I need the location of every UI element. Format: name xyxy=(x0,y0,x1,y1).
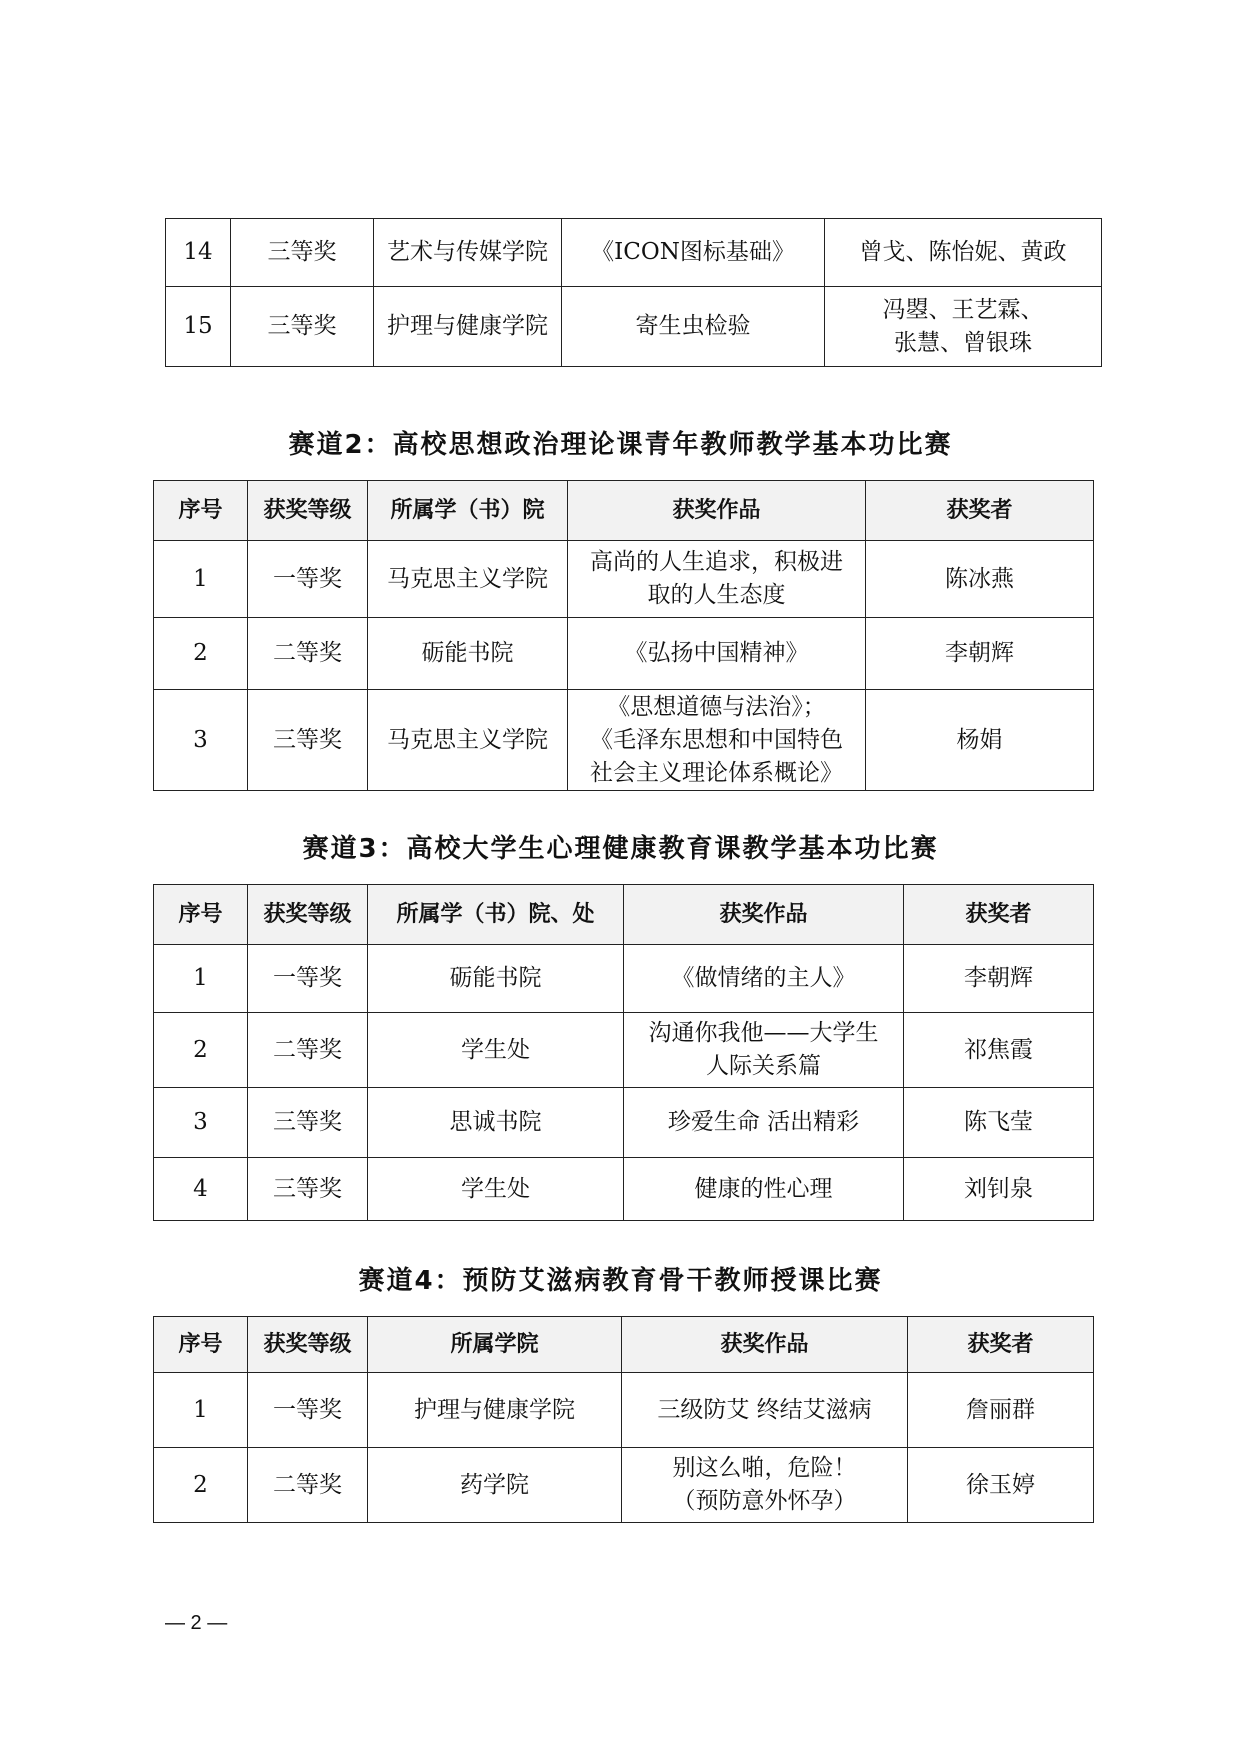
cell-college: 艺术与传媒学院 xyxy=(374,219,562,287)
cell-college: 学生处 xyxy=(368,1013,624,1088)
cell-winner: 陈冰燕 xyxy=(866,541,1094,618)
cell-award: 一等奖 xyxy=(248,1373,368,1448)
cell-college: 药学院 xyxy=(368,1448,622,1523)
cell-college: 马克思主义学院 xyxy=(368,690,568,791)
table-header-row xyxy=(154,885,1094,945)
header-work: 获奖作品 xyxy=(624,885,904,945)
cell-no: 1 xyxy=(154,1373,248,1448)
cell-award: 三等奖 xyxy=(248,1158,368,1221)
table-track3 xyxy=(153,884,1094,1221)
cell-winner: 祁焦霞 xyxy=(904,1013,1094,1088)
header-work: 获奖作品 xyxy=(568,481,866,541)
cell-winner: 李朝辉 xyxy=(866,618,1094,690)
header-winner: 获奖者 xyxy=(866,481,1094,541)
cell-college: 护理与健康学院 xyxy=(374,287,562,367)
header-no: 序号 xyxy=(154,1317,248,1373)
table-header-row xyxy=(154,1317,1094,1373)
table-row xyxy=(154,1158,1094,1221)
cell-work: 寄生虫检验 xyxy=(562,287,825,367)
cell-work: 三级防艾 终结艾滋病 xyxy=(622,1373,908,1448)
cell-winner: 杨娟 xyxy=(866,690,1094,791)
header-winner: 获奖者 xyxy=(904,885,1094,945)
cell-winner: 刘钊泉 xyxy=(904,1158,1094,1221)
cell-award: 一等奖 xyxy=(248,541,368,618)
cell-work: 珍爱生命 活出精彩 xyxy=(624,1088,904,1158)
cell-no: 2 xyxy=(154,1448,248,1523)
header-work: 获奖作品 xyxy=(622,1317,908,1373)
cell-no: 14 xyxy=(166,219,231,287)
table-track4 xyxy=(153,1316,1094,1523)
cell-winner: 陈飞莹 xyxy=(904,1088,1094,1158)
cell-college: 学生处 xyxy=(368,1158,624,1221)
cell-no: 2 xyxy=(154,618,248,690)
cell-work: 《弘扬中国精神》 xyxy=(568,618,866,690)
header-award: 获奖等级 xyxy=(248,481,368,541)
track3-title: 赛道3：高校大学生心理健康教育课教学基本功比赛 xyxy=(302,834,939,864)
header-no: 序号 xyxy=(154,885,248,945)
cell-award: 三等奖 xyxy=(248,1088,368,1158)
track2-title: 赛道2：高校思想政治理论课青年教师教学基本功比赛 xyxy=(288,430,953,460)
header-college: 所属学（书）院 xyxy=(368,481,568,541)
table-row xyxy=(154,1013,1094,1088)
cell-award: 三等奖 xyxy=(231,219,374,287)
page-number: — 2 — xyxy=(165,1612,228,1634)
table-row xyxy=(154,945,1094,1013)
cell-award: 二等奖 xyxy=(248,1013,368,1088)
header-college: 所属学（书）院、处 xyxy=(368,885,624,945)
cell-winner: 冯曌、王艺霖、 张慧、曾银珠 xyxy=(825,287,1102,367)
header-no: 序号 xyxy=(154,481,248,541)
cell-winner: 詹丽群 xyxy=(908,1373,1094,1448)
cell-college: 砺能书院 xyxy=(368,945,624,1013)
header-award: 获奖等级 xyxy=(248,885,368,945)
cell-award: 三等奖 xyxy=(231,287,374,367)
cell-winner: 徐玉婷 xyxy=(908,1448,1094,1523)
cell-award: 三等奖 xyxy=(248,690,368,791)
table-row xyxy=(166,219,1102,287)
header-college: 所属学院 xyxy=(368,1317,622,1373)
cell-work: 《ICON图标基础》 xyxy=(562,219,825,287)
cell-college: 思诚书院 xyxy=(368,1088,624,1158)
cell-no: 2 xyxy=(154,1013,248,1088)
table-header-row xyxy=(154,481,1094,541)
table-row xyxy=(154,541,1094,618)
header-award: 获奖等级 xyxy=(248,1317,368,1373)
cell-no: 15 xyxy=(166,287,231,367)
cell-winner: 李朝辉 xyxy=(904,945,1094,1013)
table-row xyxy=(166,287,1102,367)
table-row xyxy=(154,1088,1094,1158)
cell-work: 高尚的人生追求，积极进 取的人生态度 xyxy=(568,541,866,618)
table-track1-continued xyxy=(165,218,1102,367)
cell-work: 《做情绪的主人》 xyxy=(624,945,904,1013)
cell-college: 马克思主义学院 xyxy=(368,541,568,618)
cell-no: 1 xyxy=(154,541,248,618)
cell-winner: 曾戈、陈怡妮、黄政 xyxy=(825,219,1102,287)
cell-no: 1 xyxy=(154,945,248,1013)
cell-no: 3 xyxy=(154,1088,248,1158)
cell-work: 别这么啪，危险！ （预防意外怀孕） xyxy=(622,1448,908,1523)
track4-title: 赛道4：预防艾滋病教育骨干教师授课比赛 xyxy=(358,1266,883,1296)
table-track2 xyxy=(153,480,1094,791)
cell-college: 砺能书院 xyxy=(368,618,568,690)
table-row xyxy=(154,1373,1094,1448)
cell-work: 沟通你我他——大学生 人际关系篇 xyxy=(624,1013,904,1088)
table-row xyxy=(154,618,1094,690)
cell-award: 一等奖 xyxy=(248,945,368,1013)
header-winner: 获奖者 xyxy=(908,1317,1094,1373)
cell-no: 3 xyxy=(154,690,248,791)
cell-work: 《思想道德与法治》； 《毛泽东思想和中国特色 社会主义理论体系概论》 xyxy=(568,690,866,791)
cell-award: 二等奖 xyxy=(248,618,368,690)
cell-college: 护理与健康学院 xyxy=(368,1373,622,1448)
cell-award: 二等奖 xyxy=(248,1448,368,1523)
table-row xyxy=(154,690,1094,791)
cell-no: 4 xyxy=(154,1158,248,1221)
table-row xyxy=(154,1448,1094,1523)
cell-work: 健康的性心理 xyxy=(624,1158,904,1221)
